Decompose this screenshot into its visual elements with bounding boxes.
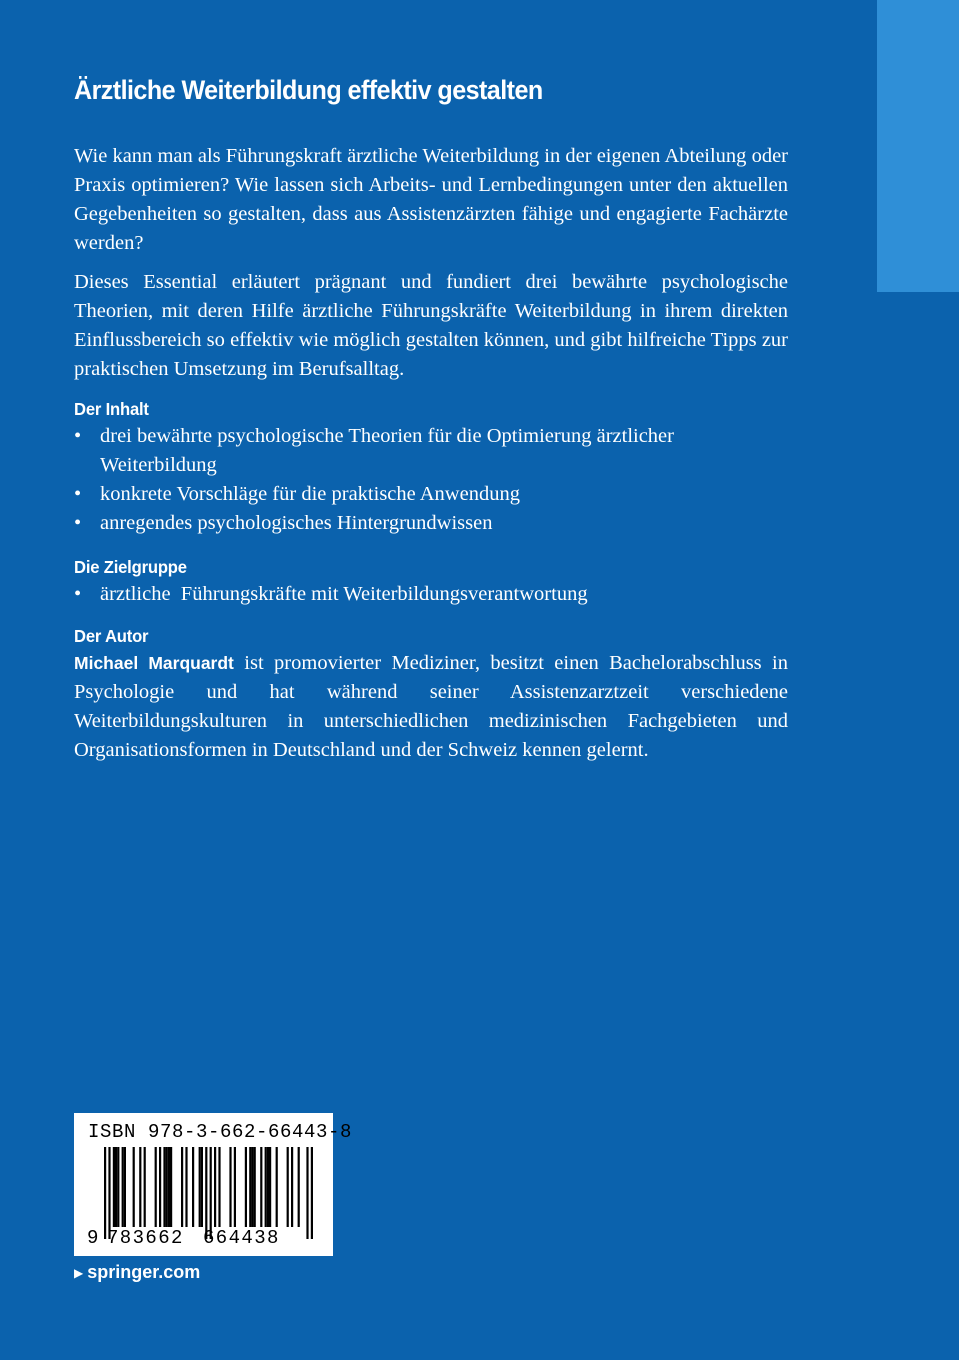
barcode-bar [229,1147,231,1227]
barcode-bar [115,1147,117,1227]
barcode-guard-bar [311,1147,313,1239]
publisher-link[interactable] [74,1262,200,1283]
barcode-bar [199,1147,201,1227]
barcode-bar [269,1147,271,1227]
inhalt-heading: Der Inhalt [74,399,149,419]
barcode-bar [181,1147,183,1227]
list-item-text: konkrete Vorschläge für die praktische Anwendung [100,483,520,505]
bullet-icon: • [74,483,82,505]
barcode-bar [218,1147,220,1227]
barcode-bar [201,1147,203,1227]
ean-left-group: 783662 [107,1227,184,1249]
barcode-bar [139,1147,141,1227]
inhalt-list [74,422,788,538]
barcode-bar [117,1147,119,1227]
intro-paragraph-2: Dieses Essential erläutert prägnant und fundiert drei bewährte psychologische Theorien, mit deren Hilfe ärztliche Führungskräfte Weiterbildung in ihrem direkten Einflussbereich so effektiv wie möglich gestalten können, und gibt hilfreiche Tipps zur praktischen Umsetzung im Berufsalltag. [74,271,788,380]
intro-paragraph-1: Wie kann man als Führungskraft ärztliche Weiterbildung in der eigenen Abteilung oder Praxis optimieren? Wie lassen sich Arbeits- und Lernbedingungen unter den aktuellen Gegebenheiten so gestalten, dass aus Assistenzärzten fähige und engagierte Fachärzte werden? [74,145,788,254]
barcode-bar [298,1147,300,1227]
autor-heading: Der Autor [74,626,149,646]
decorative-side-band [877,0,959,292]
ean-first-digit: 9 [87,1227,99,1249]
barcode-bar [234,1147,236,1227]
barcode-bar [260,1147,262,1227]
bullet-icon: • [74,583,82,605]
list-item [74,480,788,509]
play-arrow-icon: ▶ [74,1265,84,1280]
barcode-bar [245,1147,247,1227]
author-bio-text: ist promovierter Mediziner, besitzt einen Bachelorabschluss in Psychologie und hat während seiner Assistenzarztzeit verschiedene Weiterbildungskulturen in unterschiedlichen medizinischen Fachgebieten und Organisationsformen in Deutschland und der Schweiz kennen gelernt. [74,652,788,761]
barcode-guard-bar [108,1147,110,1239]
barcode-guard-bar [210,1147,212,1239]
barcode-bar [113,1147,115,1227]
book-title: Ärztliche Weiterbildung effektiv gestalten [74,75,543,105]
barcode-bar [192,1147,194,1227]
barcode-bar [254,1147,256,1227]
barcode-bar [291,1147,293,1227]
barcode-bar [155,1147,157,1227]
list-item-text: ärztliche Führungskräfte mit Weiterbildungsverantwortung [100,583,588,605]
barcode-bar [170,1147,172,1227]
barcode-bar [265,1147,267,1227]
barcode-bar [249,1147,251,1227]
isbn-barcode [74,1113,353,1256]
ean-right-group: 664438 [203,1227,280,1249]
bullet-icon: • [74,425,82,447]
author-bio [74,649,788,765]
bullet-icon: • [74,512,82,534]
barcode-bar [163,1147,165,1227]
list-item [74,422,788,480]
barcode-bar [287,1147,289,1227]
barcode-bar [214,1147,216,1227]
barcode-guard-bar [104,1147,106,1239]
barcode-bar [122,1147,124,1227]
barcode-guard-bar [306,1147,308,1239]
barcode-bar [267,1147,269,1227]
barcode-bar [166,1147,168,1227]
back-cover-content [74,70,788,765]
list-item [74,580,788,609]
barcode-guard-bar [205,1147,207,1239]
zielgruppe-list [74,580,788,609]
list-item-text: anregendes psychologisches Hintergrundwissen [100,512,493,534]
isbn-label: ISBN 978-3-662-66443-8 [88,1121,353,1143]
barcode-bar [124,1147,126,1227]
zielgruppe-heading: Die Zielgruppe [74,557,187,577]
barcode-bar [144,1147,146,1227]
barcode-bar [168,1147,170,1227]
barcode-bar [185,1147,187,1227]
barcode-bar [159,1147,161,1227]
barcode-bar [133,1147,135,1227]
author-name: Michael Marquardt [74,653,234,673]
list-item [74,509,788,538]
list-item-text: drei bewährte psychologische Theorien für die Optimierung ärztlicher Weiterbildung [100,425,674,476]
publisher-url: springer.com [87,1262,201,1282]
barcode-bar [251,1147,253,1227]
barcode-bar [276,1147,278,1227]
